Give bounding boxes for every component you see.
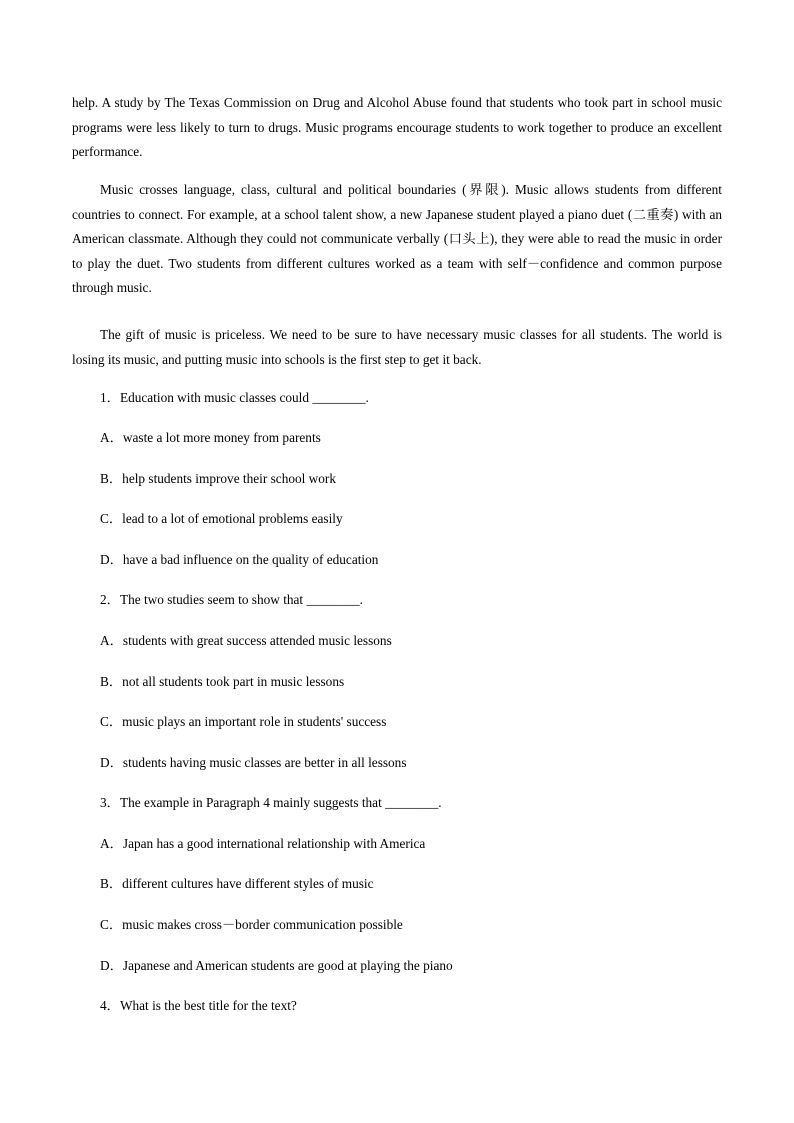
option-1d — [100, 551, 378, 569]
paragraph-music-crosses — [72, 178, 722, 301]
question-2 — [100, 591, 363, 609]
option-text: help students improve their school work — [122, 471, 336, 486]
option-letter: A． — [100, 633, 123, 648]
option-letter: C． — [100, 511, 123, 526]
option-text: have a bad influence on the quality of education — [122, 552, 379, 567]
option-letter: C． — [100, 714, 123, 729]
question-number: 4． — [100, 998, 120, 1013]
option-letter: B． — [100, 471, 123, 486]
paragraph-text: help. A study by The Texas Commission on Drug and Alcohol Abuse found that students who took part in school music programs were less likely to turn to drugs. Music programs encourage students to work together to produce an excellent performance. — [72, 95, 722, 159]
option-3a — [100, 835, 425, 853]
question-4 — [100, 997, 297, 1015]
option-text: music makes cross－border communication possible — [122, 917, 403, 932]
option-letter: D． — [100, 552, 123, 567]
option-2c — [100, 713, 386, 731]
question-stem: What is the best title for the text? — [119, 998, 297, 1013]
option-letter: B． — [100, 674, 123, 689]
option-letter: A． — [100, 430, 123, 445]
option-letter: A． — [100, 836, 123, 851]
paragraph-gift-of-music — [72, 323, 722, 372]
option-3d — [100, 957, 453, 975]
option-letter: C． — [100, 917, 123, 932]
question-stem: Education with music classes could ________. — [119, 390, 369, 405]
option-letter: D． — [100, 958, 123, 973]
option-text: Japan has a good international relationship with America — [122, 836, 426, 851]
option-letter: D． — [100, 755, 123, 770]
question-stem: The two studies seem to show that ________. — [119, 592, 363, 607]
option-3c — [100, 916, 403, 934]
option-text: music plays an important role in students' success — [122, 714, 387, 729]
question-3 — [100, 794, 442, 812]
question-stem: The example in Paragraph 4 mainly suggests that ________. — [119, 795, 442, 810]
option-text: different cultures have different styles of music — [122, 876, 374, 891]
question-1 — [100, 389, 369, 407]
option-text: students with great success attended music lessons — [122, 633, 392, 648]
option-1a — [100, 429, 321, 447]
paragraph-text: Music crosses language, class, cultural and political boundaries (界限). Music allows students from different countries to connect. For example, at a school talent show, a new Japanese student played a piano duet (二重奏) with an American classmate. Although they could not communicate verbally (口头上), they were able to read the music in order to play the duet. Two students from different cultures worked as a team with self－confidence and common purpose through music. — [72, 182, 722, 295]
option-1c — [100, 510, 343, 528]
question-number: 1． — [100, 390, 120, 405]
option-text: waste a lot more money from parents — [122, 430, 321, 445]
option-2a — [100, 632, 392, 650]
option-3b — [100, 875, 374, 893]
option-text: not all students took part in music lessons — [122, 674, 345, 689]
option-1b — [100, 470, 336, 488]
question-number: 3． — [100, 795, 120, 810]
option-text: Japanese and American students are good at playing the piano — [122, 958, 453, 973]
option-2d — [100, 754, 407, 772]
option-text: lead to a lot of emotional problems easily — [122, 511, 343, 526]
option-letter: B． — [100, 876, 123, 891]
paragraph-continuation — [72, 91, 722, 165]
option-text: students having music classes are better in all lessons — [122, 755, 407, 770]
paragraph-text: The gift of music is priceless. We need to be sure to have necessary music classes for all students. The world is losing its music, and putting music into schools is the first step to get it back. — [72, 327, 722, 367]
question-number: 2． — [100, 592, 120, 607]
option-2b — [100, 673, 344, 691]
